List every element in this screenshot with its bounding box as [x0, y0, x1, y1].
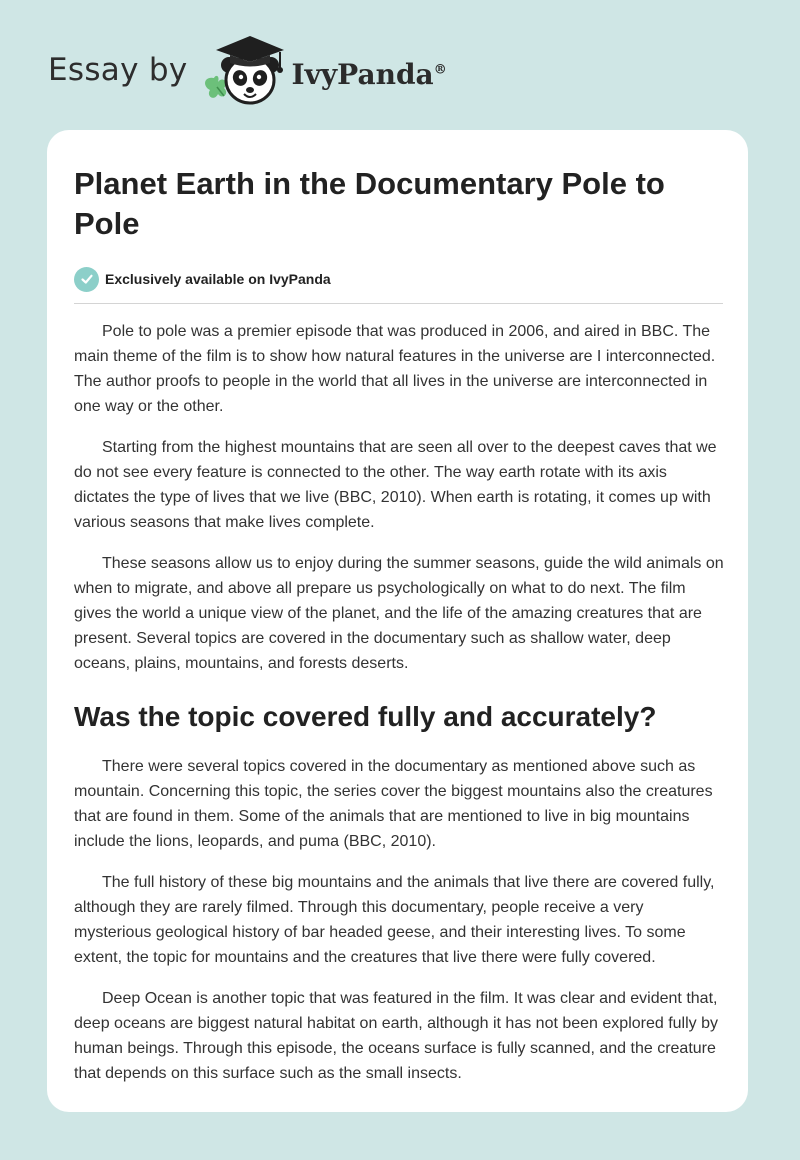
- paragraph: These seasons allow us to enjoy during the summer seasons, guide the wild animals on when to migrate, and above all prepare us psychologically on what to do next. The film gives the world a unique view of the planet, and the life of the amazing creatures that are present. Several topics are covered in the documentary such as shallow water, deep oceans, plains, mountains, and forests deserts.: [74, 555, 724, 672]
- paragraph: Deep Ocean is another topic that was featured in the film. It was clear and evident that, deep oceans are biggest natural habitat on earth, although it has not been explored fully by human beings. Through this episode, the oceans surface is fully scanned, and the creature that depends on this surface such as the small insects.: [74, 990, 719, 1082]
- brand-name[interactable]: IvyPanda®: [291, 57, 447, 91]
- paragraph: Starting from the highest mountains that are seen all over to the deepest caves that we do not see every feature is connected to the other. The way earth rotate with its axis dictates the type of lives that we live (BBC, 2010). When earth is rotating, it comes up with various seasons that make lives complete.: [74, 439, 717, 531]
- paragraph: Pole to pole was a premier episode that was produced in 2006, and aired in BBC. The main theme of the film is to show how natural features in the universe are I interconnected. The author proofs to people in the world that all lives in the universe are interconnected in one way or the other.: [74, 323, 716, 415]
- essay-card: [47, 130, 748, 1112]
- paragraph: The full history of these big mountains and the animals that live there are covered fully, although they are rarely filmed. Through this documentary, people receive a very mysterious geological history of bar headed geese, and their interesting lives. To some extent, the topic for mountains and the creatures that live there were fully covered.: [74, 874, 715, 966]
- site-header: [48, 30, 447, 110]
- checkmark-icon: [74, 267, 99, 292]
- exclusive-badge: [74, 266, 721, 292]
- divider: [74, 303, 723, 304]
- paragraph: There were several topics covered in the documentary as mentioned above such as mountain. Concerning this topic, the series cover the biggest mountains also the creatures that are found in them. Some of the animals that are mentioned to live in big mountains include the lions, leopards, and puma (BBC, 2010).: [74, 758, 713, 850]
- ivy-leaf-icon: [205, 76, 226, 98]
- brand-prefix: Essay by: [48, 52, 188, 88]
- panda-logo-icon[interactable]: [200, 30, 290, 110]
- essay-title: Planet Earth in the Documentary Pole to Pole: [74, 166, 665, 241]
- section-heading: Was the topic covered fully and accurately?: [74, 701, 657, 732]
- badge-label: Exclusively available on IvyPanda: [105, 271, 331, 287]
